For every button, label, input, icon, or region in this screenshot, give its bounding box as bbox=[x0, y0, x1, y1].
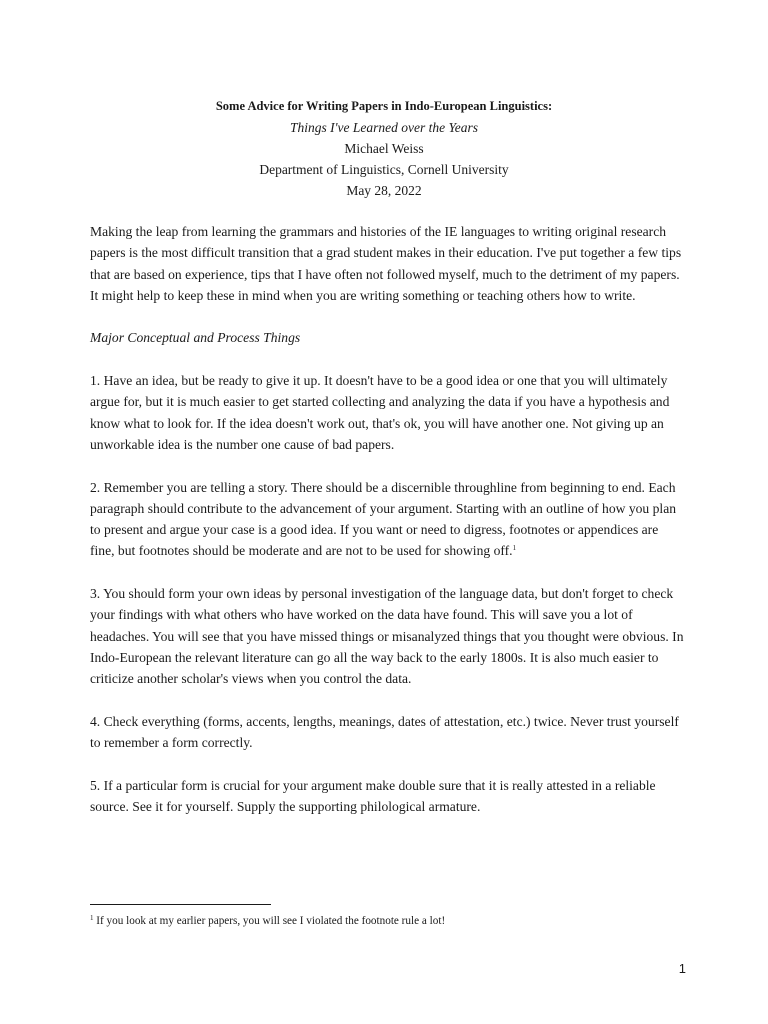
author-affiliation: Department of Linguistics, Cornell University bbox=[259, 162, 509, 177]
advice-item-1: 1. Have an idea, but be ready to give it up. It doesn't have to be a good idea or one that you will ultimately argue for, but it is much easier to get started collecting and analyzing the data if you have a hypothesis and know what to look for. If the idea doesn't work out, that's ok, you will have another one. Not giving up an unworkable idea is the number one cause of bad papers. bbox=[90, 373, 670, 452]
advice-item-5: 5. If a particular form is crucial for your argument make double sure that it is really attested in a reliable source. See it for yourself. Supply the supporting philological armature. bbox=[90, 777, 656, 815]
advice-item-2-text: 2. Remember you are telling a story. There should be a discernible throughline from beginning to end. Each paragraph should contribute to the advancement of your argument. Starting with an outline of how you plan to present and argue your case is a good idea. If you want or need to digress, footnotes or appendices are fine, but footnotes should be moderate and are not to be used for showing off. bbox=[90, 479, 677, 559]
document-body bbox=[90, 221, 686, 839]
section-heading: Major Conceptual and Process Things bbox=[90, 330, 301, 346]
author-name: Michael Weiss bbox=[344, 141, 424, 156]
advice-item-2 bbox=[90, 477, 686, 562]
page-number: 1 bbox=[678, 961, 686, 976]
intro-paragraph: Making the leap from learning the grammars and histories of the IE languages to writing original research papers is the most difficult transition that a grad student makes in their education. I've put together a few tips that are based on experience, tips that I have often not followed myself, much to the detriment of my papers. It might help to keep these in mind when you are writing something or teaching others how to write. bbox=[90, 224, 682, 303]
footnote-reference[interactable]: 1 bbox=[512, 544, 517, 553]
advice-item-3: 3. You should form your own ideas by personal investigation of the language data, but don't forget to check your findings with what others who have worked on the data have found. This will save you a lot of headaches. You will see that you have missed things or misanalyzed things that you thought were obvious. In Indo-European the relevant literature can go all the way back to the early 1800s. It is also much easier to criticize another scholar's views when you control the data. bbox=[90, 586, 684, 687]
footnote-divider bbox=[90, 904, 271, 905]
document-title: Some Advice for Writing Papers in Indo-European Linguistics: bbox=[215, 99, 553, 113]
document-date: May 28, 2022 bbox=[346, 183, 422, 198]
document-header bbox=[90, 96, 678, 201]
footnote-text: If you look at my earlier papers, you will see I violated the footnote rule a lot! bbox=[93, 915, 446, 927]
footnote bbox=[90, 913, 686, 929]
footnote-marker: 1 bbox=[90, 914, 94, 922]
document-subtitle: Things I've Learned over the Years bbox=[290, 120, 478, 135]
advice-item-4: 4. Check everything (forms, accents, lengths, meanings, dates of attestation, etc.) twice. Never trust yourself to remember a form correctly. bbox=[90, 713, 679, 751]
